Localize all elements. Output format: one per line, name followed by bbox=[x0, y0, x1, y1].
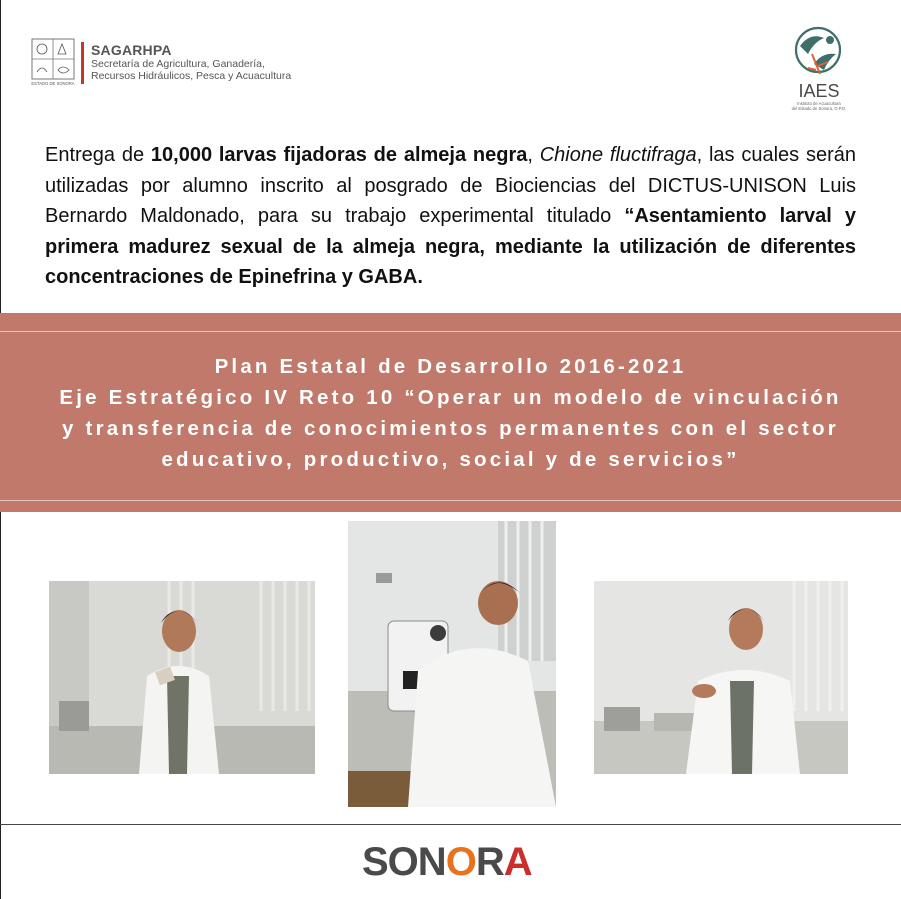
plan-line-4: educativo, productivo, social y de servicios” bbox=[161, 448, 740, 471]
band-line-bottom bbox=[0, 500, 901, 501]
sonora-logo-r: R bbox=[475, 840, 504, 884]
iaes-sub1: Instituto de Acuacultura bbox=[797, 101, 841, 106]
iaes-sub2: del Estado de Sonora, O.P.D. bbox=[791, 106, 847, 111]
intro-bold-title: “Asentamiento larval y primera madurez sexual de la almeja negra, mediante la utilización de diferentes concentraciones de Epinefrina y GABA. bbox=[45, 205, 857, 288]
footer-rule bbox=[0, 824, 901, 825]
iaes-name: IAES bbox=[798, 81, 840, 101]
sonora-logo-o: O bbox=[445, 840, 476, 884]
photo-student-holding-sample bbox=[49, 581, 315, 774]
plan-line-1: Plan Estatal de Desarrollo 2016-2021 bbox=[214, 355, 687, 378]
intro-species-name: Chione fluctifraga bbox=[539, 144, 697, 166]
seal-caption: ESTADO DE SONORA bbox=[31, 81, 75, 86]
sagarhpa-wordmark bbox=[91, 42, 291, 82]
plan-text bbox=[0, 351, 901, 475]
sonora-logo-a: A bbox=[503, 840, 532, 884]
sonora-logo bbox=[362, 840, 532, 884]
intro-paragraph bbox=[45, 140, 856, 293]
sagarhpa-desc-line2: Recursos Hidráulicos, Pesca y Acuacultura bbox=[91, 70, 292, 82]
header-divider bbox=[81, 42, 84, 84]
intro-bold-larvae: 10,000 larvas fijadoras de almeja negra bbox=[150, 144, 528, 166]
band-line-top bbox=[0, 331, 901, 332]
intro-text-2: , bbox=[527, 144, 540, 166]
photo-student-bench bbox=[594, 581, 848, 774]
sonora-logo-son: SON bbox=[362, 840, 446, 884]
iaes-logo bbox=[784, 24, 854, 114]
plan-line-3: y transferencia de conocimientos permanentes con el sector bbox=[62, 417, 839, 440]
plan-line-2: Eje Estratégico IV Reto 10 “Operar un modelo de vinculación bbox=[59, 386, 842, 409]
sagarhpa-name: SAGARHPA bbox=[91, 42, 172, 58]
intro-text-1: Entrega de bbox=[45, 144, 151, 166]
sagarhpa-desc-line1: Secretaría de Agricultura, Ganadería, bbox=[91, 58, 265, 70]
intro-text-3: , las cuales serán utilizadas por alumno inscrito al posgrado de Biociencias del DICTUS-UNISON Luis Bernardo Maldonado, para su trabajo experimental titulado bbox=[45, 144, 856, 227]
photo-student-microscope bbox=[348, 521, 556, 807]
sonora-seal-logo bbox=[31, 38, 75, 86]
